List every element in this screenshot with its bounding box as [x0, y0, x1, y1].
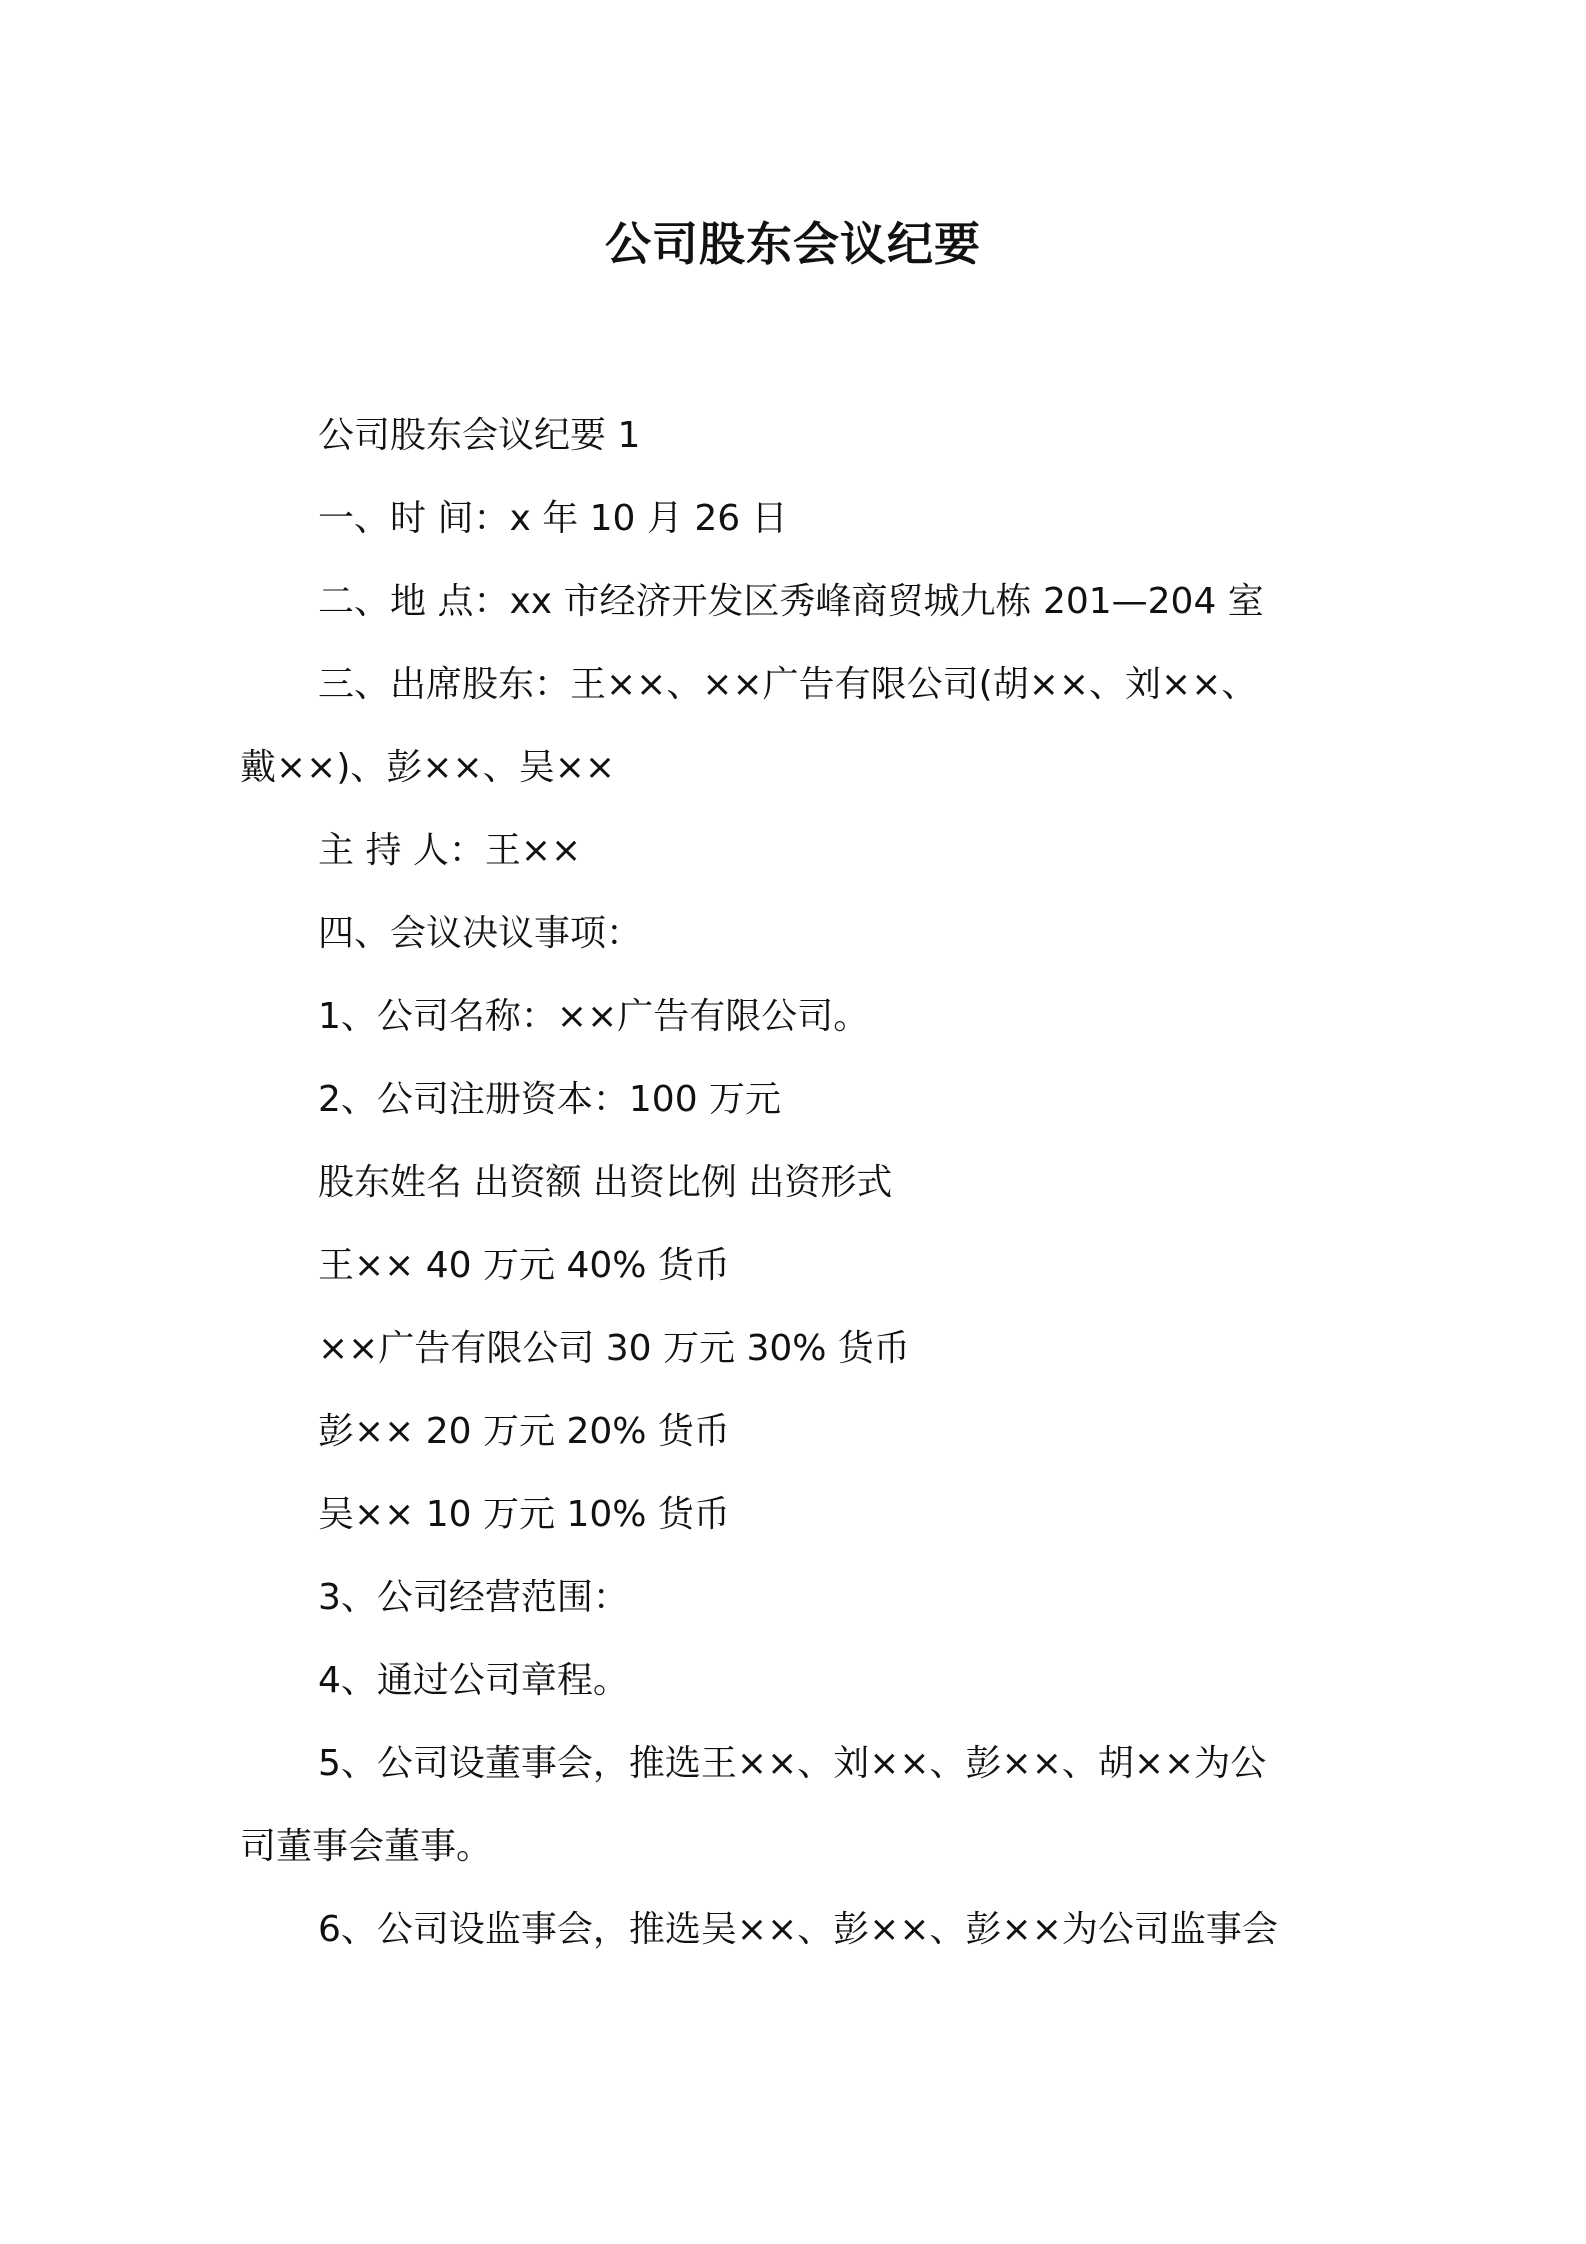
resolutions-heading: 四、会议决议事项： — [318, 913, 643, 954]
resolution-board-continued: 司董事会董事。 — [240, 1826, 493, 1867]
host: 主 持 人：王×× — [318, 830, 582, 871]
capital-row: 王×× 40 万元 40% 货币 — [318, 1245, 730, 1286]
resolution-articles: 4、通过公司章程。 — [318, 1660, 629, 1701]
resolution-company-name: 1、公司名称：××广告有限公司。 — [318, 996, 870, 1037]
capital-row: 彭×× 20 万元 20% 货币 — [318, 1411, 730, 1452]
capital-row: 吴×× 10 万元 10% 货币 — [318, 1494, 730, 1535]
section-heading: 公司股东会议纪要 1 — [318, 415, 641, 456]
attending-shareholders: 三、出席股东：王××、××广告有限公司(胡××、刘××、 — [318, 664, 1258, 705]
meeting-location: 二、地 点：xx 市经济开发区秀峰商贸城九栋 201—204 室 — [318, 581, 1264, 622]
resolution-board: 5、公司设董事会，推选王××、刘××、彭××、胡××为公 — [318, 1743, 1267, 1784]
resolution-registered-capital: 2、公司注册资本：100 万元 — [318, 1079, 782, 1120]
attending-shareholders-continued: 戴××)、彭××、吴×× — [240, 747, 616, 788]
capital-table-header: 股东姓名 出资额 出资比例 出资形式 — [318, 1162, 893, 1203]
resolution-business-scope: 3、公司经营范围： — [318, 1577, 629, 1618]
meeting-time: 一、时 间：x 年 10 月 26 日 — [318, 498, 788, 539]
capital-row: ××广告有限公司 30 万元 30% 货币 — [318, 1328, 910, 1369]
resolution-supervisory-board: 6、公司设监事会，推选吴××、彭××、彭××为公司监事会 — [318, 1909, 1278, 1950]
document-title: 公司股东会议纪要 — [605, 217, 981, 271]
